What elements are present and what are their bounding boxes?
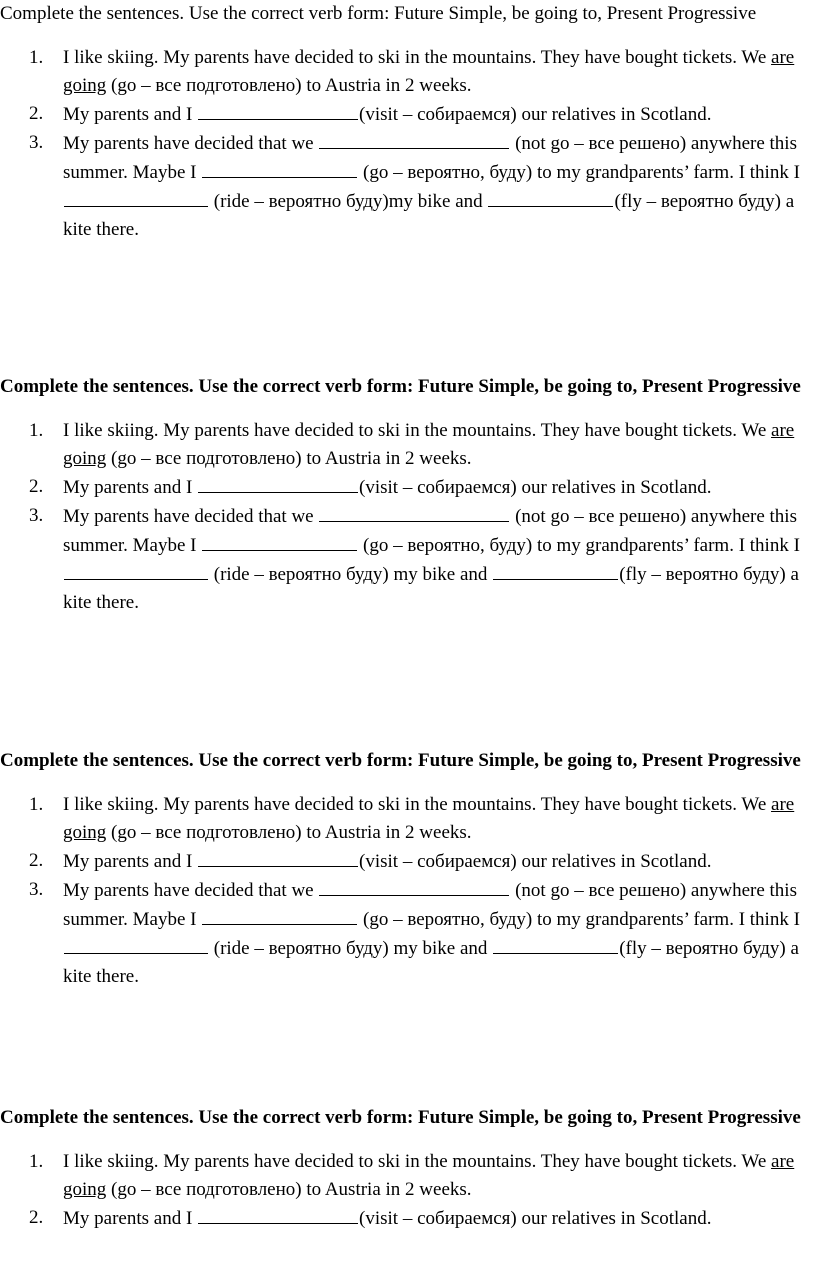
sentence-text: (ride – вероятно буду) my bike and (209, 938, 493, 959)
sentence-text: (not go – все решено) anywhere this summer. Maybe I (63, 133, 797, 183)
exercise-instruction: Complete the sentences. Use the correct verb form: Future Simple, be going to, Present Progressive (0, 1107, 801, 1128)
list-item (0, 1148, 816, 1204)
sentence-text: (visit – собираемся) our relatives in Scotland. (359, 851, 712, 872)
item-number: 1. (29, 420, 44, 441)
sentence-text: My parents and I (63, 104, 198, 125)
exercise-instruction: Complete the sentences. Use the correct verb form: Future Simple, be going to, Present Progressive (0, 3, 757, 24)
list-item (0, 417, 816, 473)
answer-blank[interactable] (202, 905, 357, 925)
item-number: 1. (29, 47, 44, 68)
example-answer: are going (63, 794, 795, 843)
exercise-block-2 (0, 373, 816, 617)
sentence-text: (visit – собираемся) our relatives in Scotland. (359, 477, 712, 498)
answer-blank[interactable] (493, 560, 618, 580)
answer-blank[interactable] (202, 158, 357, 178)
sentence-text: (go – вероятно, буду) to my grandparents’ farm. I think I (358, 535, 800, 556)
item-number: 2. (29, 850, 44, 871)
exercise-block-3 (0, 747, 816, 991)
sentence-text: My parents and I (63, 851, 198, 872)
item-number: 1. (29, 794, 44, 815)
answer-blank[interactable] (319, 502, 509, 522)
item-number: 2. (29, 103, 44, 124)
list-item (0, 847, 816, 876)
sentence-text: (ride – вероятно буду)my bike and (209, 191, 488, 212)
item-number: 1. (29, 1151, 44, 1172)
list-item (0, 129, 816, 244)
list-item (0, 473, 816, 502)
answer-blank[interactable] (198, 100, 358, 120)
answer-blank[interactable] (319, 876, 509, 896)
sentence-text: (not go – все решено) anywhere this summer. Maybe I (63, 506, 797, 556)
exercise-block-1 (0, 0, 816, 244)
sentence-text: (go – вероятно, буду) to my grandparents’ farm. I think I (358, 162, 800, 183)
exercise-list (0, 44, 816, 244)
answer-blank[interactable] (64, 560, 208, 580)
sentence-text: My parents have decided that we (63, 880, 319, 901)
sentence-text: My parents and I (63, 477, 198, 498)
answer-blank[interactable] (319, 129, 509, 149)
sentence-text: My parents have decided that we (63, 133, 319, 154)
answer-blank[interactable] (198, 847, 358, 867)
sentence-text: I like skiing. My parents have decided to ski in the mountains. They have bought tickets. We (63, 47, 772, 68)
exercise-instruction: Complete the sentences. Use the correct verb form: Future Simple, be going to, Present Progressive (0, 750, 801, 771)
exercise-block-4 (0, 1104, 816, 1233)
exercise-list (0, 417, 816, 617)
sentence-text: (visit – собираемся) our relatives in Scotland. (359, 1208, 712, 1229)
sentence-text: (go – все подготовлено) to Austria in 2 weeks. (106, 1179, 472, 1200)
list-item (0, 100, 816, 129)
sentence-text: (go – все подготовлено) to Austria in 2 weeks. (106, 75, 472, 96)
example-answer: are going (63, 1151, 795, 1200)
list-item (0, 876, 816, 991)
sentence-text: (not go – все решено) anywhere this summer. Maybe I (63, 880, 797, 930)
sentence-text: (fly – вероятно буду) a kite there. (63, 191, 795, 240)
answer-blank[interactable] (493, 934, 618, 954)
answer-blank[interactable] (64, 934, 208, 954)
answer-blank[interactable] (202, 531, 357, 551)
list-item (0, 44, 816, 100)
exercise-instruction: Complete the sentences. Use the correct verb form: Future Simple, be going to, Present Progressive (0, 376, 801, 397)
sentence-text: (go – вероятно, буду) to my grandparents’ farm. I think I (358, 909, 800, 930)
sentence-text: (visit – собираемся) our relatives in Scotland. (359, 104, 712, 125)
list-item (0, 791, 816, 847)
answer-blank[interactable] (488, 187, 613, 207)
sentence-text: (ride – вероятно буду) my bike and (209, 564, 493, 585)
exercise-list (0, 791, 816, 991)
example-answer: are going (63, 420, 795, 469)
answer-blank[interactable] (198, 473, 358, 493)
sentence-text: I like skiing. My parents have decided to ski in the mountains. They have bought tickets. We (63, 420, 772, 441)
sentence-text: (go – все подготовлено) to Austria in 2 weeks. (106, 822, 472, 843)
sentence-text: I like skiing. My parents have decided to ski in the mountains. They have bought tickets. We (63, 794, 772, 815)
item-number: 3. (29, 132, 44, 153)
sentence-text: My parents have decided that we (63, 506, 319, 527)
item-number: 2. (29, 476, 44, 497)
sentence-text: I like skiing. My parents have decided to ski in the mountains. They have bought tickets. We (63, 1151, 772, 1172)
sentence-text: (go – все подготовлено) to Austria in 2 weeks. (106, 448, 472, 469)
answer-blank[interactable] (64, 187, 208, 207)
sentence-text: (fly – вероятно буду) a kite there. (63, 564, 799, 613)
answer-blank[interactable] (198, 1204, 358, 1224)
sentence-text: (fly – вероятно буду) a kite there. (63, 938, 799, 987)
item-number: 3. (29, 505, 44, 526)
item-number: 3. (29, 879, 44, 900)
sentence-text: My parents and I (63, 1208, 198, 1229)
example-answer: are going (63, 47, 795, 96)
list-item (0, 502, 816, 617)
list-item (0, 1204, 816, 1233)
exercise-list (0, 1148, 816, 1233)
item-number: 2. (29, 1207, 44, 1228)
